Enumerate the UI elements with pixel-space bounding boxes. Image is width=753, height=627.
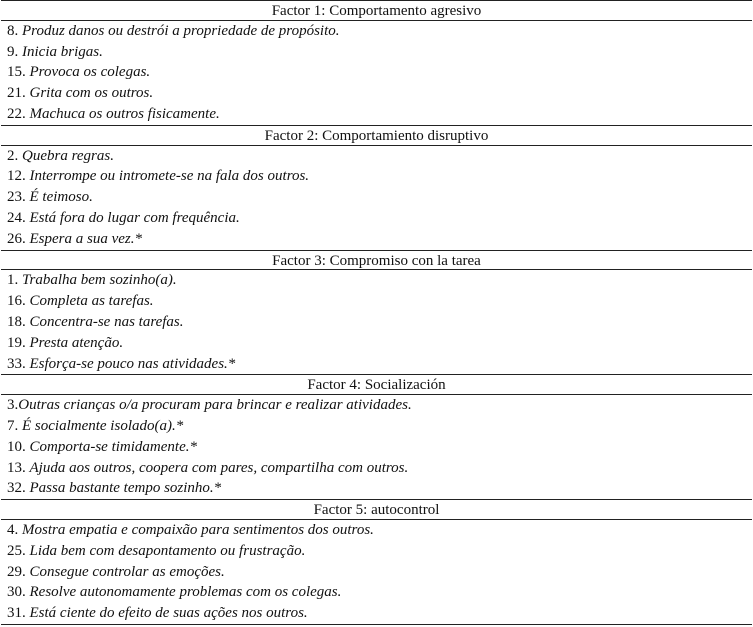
table-row <box>1 104 752 125</box>
factor-header: Factor 2: Comportamiento disruptivo <box>1 125 752 146</box>
table-row <box>1 354 752 375</box>
table-row <box>1 83 752 104</box>
item-text: Grita com os outros. <box>29 85 154 102</box>
item-text: Esforça-se pouco nas atividades.* <box>29 355 236 372</box>
item-text: Está fora do lugar com frequência. <box>29 209 240 226</box>
item-number: 8. <box>7 22 22 39</box>
item-number: 23. <box>7 189 30 206</box>
item-text: Outras crianças o/a procuram para brincar e realizar atividades. <box>18 397 412 414</box>
item-number: 31. <box>7 605 30 622</box>
item-number: 13. <box>7 459 30 476</box>
item-number: 24. <box>7 209 30 226</box>
table-row <box>1 62 752 83</box>
table-row <box>1 520 752 541</box>
table-row <box>1 603 752 624</box>
table-row <box>1 478 752 499</box>
factor-header: Factor 5: autocontrol <box>1 499 752 520</box>
item-text: Trabalha bem sozinho(a). <box>22 272 177 289</box>
item-number: 10. <box>7 438 30 455</box>
item-number: 15. <box>7 64 30 81</box>
item-number: 9. <box>7 43 22 60</box>
table-row <box>1 166 752 187</box>
item-number: 30. <box>7 584 30 601</box>
table-row <box>1 208 752 229</box>
item-number: 12. <box>7 168 30 185</box>
factor-header: Factor 1: Comportamento agresivo <box>1 0 752 21</box>
item-text: Interrompe ou intromete-se na fala dos outros. <box>29 168 310 185</box>
table-row <box>1 582 752 603</box>
item-number: 18. <box>7 313 30 330</box>
table-row <box>1 416 752 437</box>
table-row <box>1 21 752 42</box>
item-number: 7. <box>7 417 22 434</box>
item-number: 29. <box>7 563 30 580</box>
factor-header: Factor 3: Compromiso con la tarea <box>1 250 752 271</box>
item-text: Comporta-se timidamente.* <box>29 438 197 455</box>
factor-items-table <box>1 0 752 625</box>
item-number: 21. <box>7 85 30 102</box>
table-row <box>1 333 752 354</box>
item-text: Mostra empatia e compaixão para sentimentos dos outros. <box>22 521 374 538</box>
item-text: Espera a sua vez.* <box>29 230 142 247</box>
table-row <box>1 541 752 562</box>
item-text: Quebra regras. <box>22 147 114 164</box>
item-text: Resolve autonomamente problemas com os colegas. <box>29 584 342 601</box>
table-row <box>1 395 752 416</box>
table-row <box>1 437 752 458</box>
factor-header: Factor 4: Socialización <box>1 374 752 395</box>
item-text: Passa bastante tempo sozinho.* <box>29 480 222 497</box>
item-number: 19. <box>7 334 30 351</box>
item-number: 22. <box>7 105 30 122</box>
item-text: Consegue controlar as emoções. <box>29 563 225 580</box>
item-number: 3. <box>7 397 19 414</box>
table-row <box>1 270 752 291</box>
item-number: 25. <box>7 542 30 559</box>
table-row <box>1 458 752 479</box>
table-row <box>1 229 752 250</box>
item-text: Concentra-se nas tarefas. <box>29 313 184 330</box>
item-number: 26. <box>7 230 30 247</box>
item-text: É teimoso. <box>29 189 93 206</box>
item-text: Ajuda aos outros, coopera com pares, compartilha com outros. <box>29 459 409 476</box>
item-number: 33. <box>7 355 30 372</box>
item-text: Produz danos ou destrói a propriedade de propósito. <box>22 22 340 39</box>
item-number: 32. <box>7 480 30 497</box>
item-number: 2. <box>7 147 22 164</box>
item-number: 1. <box>7 272 22 289</box>
table-row <box>1 312 752 333</box>
item-number: 4. <box>7 521 22 538</box>
item-number: 16. <box>7 293 30 310</box>
item-text: É socialmente isolado(a).* <box>22 417 184 434</box>
table-row <box>1 146 752 167</box>
table-row <box>1 42 752 63</box>
table-row <box>1 187 752 208</box>
table-row <box>1 562 752 583</box>
table-row <box>1 291 752 312</box>
item-text: Presta atenção. <box>29 334 124 351</box>
item-text: Inicia brigas. <box>22 43 103 60</box>
item-text: Machuca os outros fisicamente. <box>29 105 220 122</box>
item-text: Lida bem com desapontamento ou frustração. <box>29 542 306 559</box>
item-text: Provoca os colegas. <box>29 64 151 81</box>
item-text: Está ciente do efeito de suas ações nos outros. <box>29 605 308 622</box>
item-text: Completa as tarefas. <box>29 293 154 310</box>
